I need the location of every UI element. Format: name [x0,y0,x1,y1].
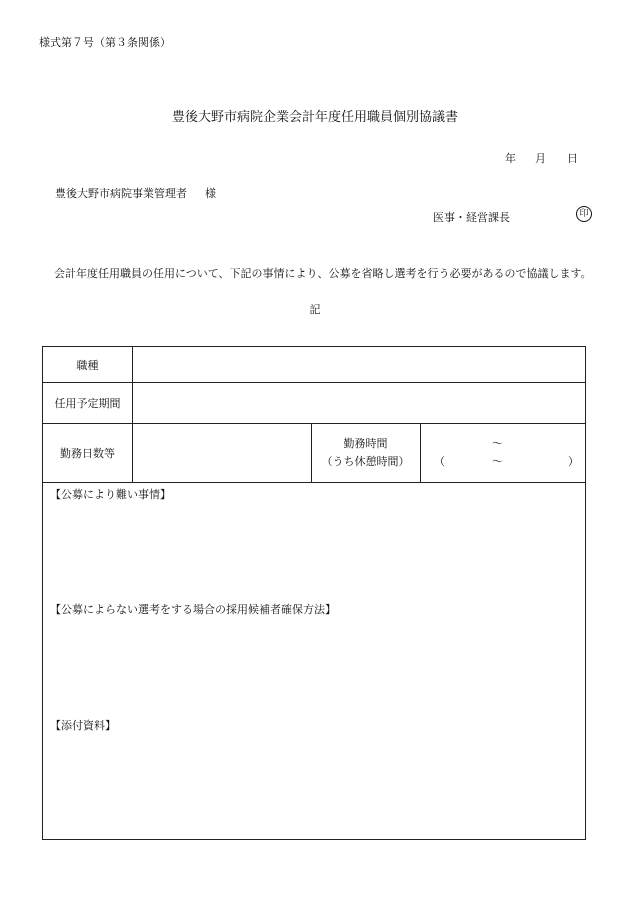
period-row [43,382,585,424]
form-table [42,346,586,840]
work-hours-field[interactable] [420,423,585,482]
sender-title: 医事・経営課長 [433,211,510,224]
ki-label: 記 [309,303,321,316]
break-hours-text: （うち休憩時間） [321,454,410,468]
addressee-name: 豊後大野市病院事業管理者 [55,187,187,200]
break-paren-close: ） [568,455,579,468]
date-line [505,150,578,166]
work-hours-text: 勤務時間 [343,436,388,450]
date-year-label: 年 [505,152,516,165]
body-text: 会計年度任用職員の任用について、下記の事情により、公募を省略し選考を行う必要があるので協議します。 [54,267,592,280]
work-days-row [43,423,585,483]
break-hours-tilde: ～ [492,455,503,468]
work-hours-tilde: ～ [492,437,503,450]
break-paren-open: （ [434,455,445,468]
job-type-row [43,347,585,383]
work-hours-label [311,423,421,482]
job-type-label: 職種 [43,347,133,382]
attachments-heading: 【添付資料】 [50,719,116,732]
recruitment-method-heading: 【公募によらない選考をする場合の採用候補者確保方法】 [50,603,336,616]
job-type-field[interactable] [132,347,585,382]
form-number: 様式第７号（第３条関係） [39,36,171,49]
seal-mark: 印 [576,206,592,222]
difficult-reason-heading: 【公募により難い事情】 [50,488,171,501]
work-days-label: 勤務日数等 [43,423,133,482]
work-days-field[interactable] [132,423,312,482]
date-day-label: 日 [567,152,578,165]
period-field[interactable] [132,382,585,423]
addressee-honorific: 様 [205,187,216,200]
period-label: 任用予定期間 [43,382,133,423]
date-month-label: 月 [535,152,546,165]
document-title: 豊後大野市病院企業会計年度任用職員個別協議書 [171,110,458,125]
addressee [55,185,216,201]
